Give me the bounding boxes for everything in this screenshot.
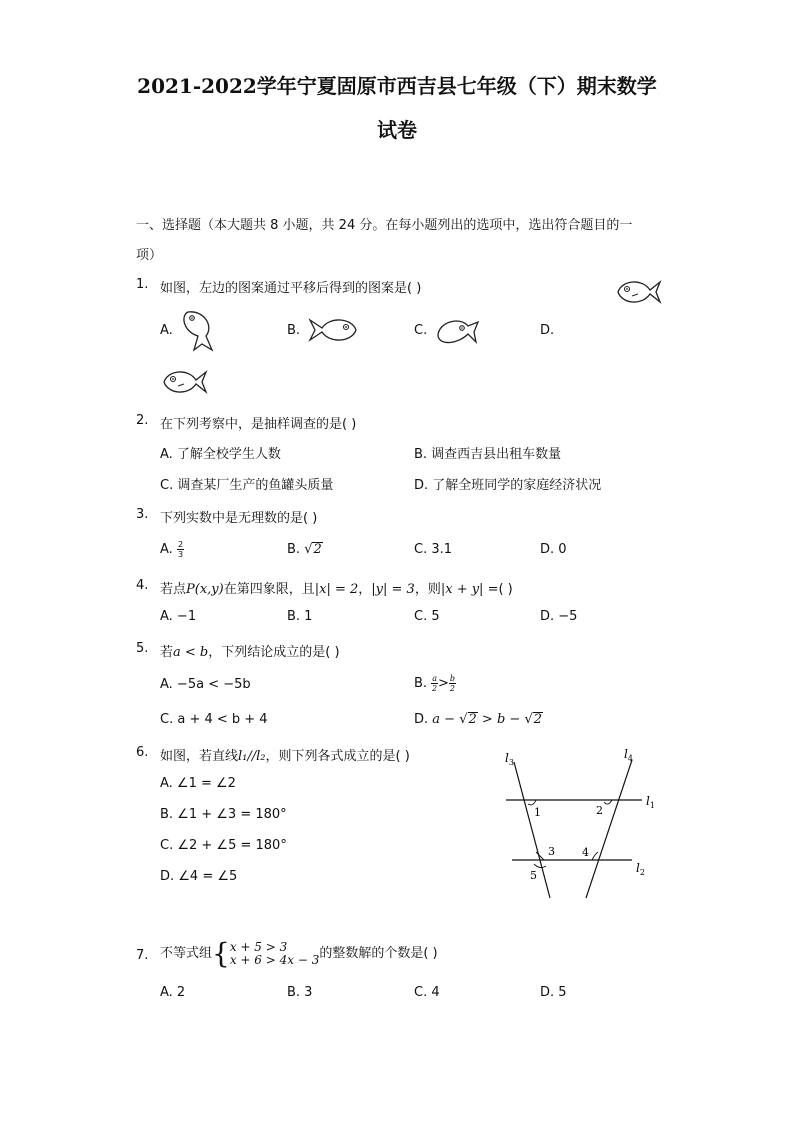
- q3-label-b: B.: [287, 542, 301, 557]
- q3-option-d[interactable]: D. 0: [540, 542, 567, 557]
- section-header: 一、选择题（本大题共 8 小题，共 24 分。在每小题列出的选项中，选出符合题目的一: [136, 218, 633, 233]
- fraction-left: $\frac{a}{2}$: [432, 674, 438, 693]
- q2-option-c[interactable]: C. 调查某厂生产的鱼罐头质量: [160, 478, 334, 493]
- q3-option-a[interactable]: [160, 540, 184, 559]
- q2-option-a[interactable]: A. 了解全校学生人数: [160, 447, 281, 462]
- q7-option-b[interactable]: B. 3: [287, 985, 313, 1000]
- inequality-1: x + 5 > 3: [229, 939, 288, 954]
- q7-number: 7.: [136, 948, 149, 963]
- q4-stem: 若点P(x,y)在第四象限，且|x| = 2，|y| = 3，则|x + y| =( ): [160, 582, 513, 597]
- page-title: 2021-2022学年宁夏固原市西吉县七年级（下）期末数学: [137, 74, 657, 98]
- angle-1-arc: [528, 800, 536, 805]
- q6-stem: 如图，若直线l₁//l₂，则下列各式成立的是( ): [160, 749, 410, 764]
- q1-label-c: C.: [414, 323, 428, 338]
- angle-label-1: 1: [534, 806, 541, 819]
- q6-option-d[interactable]: D. ∠4 = ∠5: [160, 869, 238, 884]
- label-l3: $l_3$: [505, 751, 514, 767]
- q2-option-b[interactable]: B. 调查西吉县出租车数量: [414, 447, 562, 462]
- angle-5-arc: [534, 864, 546, 868]
- fish-option-a-icon[interactable]: [182, 308, 220, 354]
- fraction: $\frac{2}{3}$: [177, 540, 184, 559]
- fish-option-c-icon[interactable]: [434, 314, 480, 346]
- q4-option-a[interactable]: A. −1: [160, 609, 197, 624]
- q7-option-a[interactable]: A. 2: [160, 985, 186, 1000]
- q1-stem: 如图，左边的图案通过平移后得到的图案是( ): [160, 281, 422, 296]
- q6-option-c[interactable]: C. ∠2 + ∠5 = 180°: [160, 838, 287, 853]
- q6-option-a[interactable]: A. ∠1 = ∠2: [160, 776, 236, 791]
- q5-label-b: B.: [414, 676, 428, 691]
- angle-4-arc: [592, 852, 598, 860]
- q5-stem: 若a < b，下列结论成立的是( ): [160, 645, 340, 660]
- q5-option-a[interactable]: A. −5a < −5b: [160, 677, 251, 692]
- q1-label-b: B.: [287, 323, 301, 338]
- parallel-lines-figure: [500, 742, 670, 902]
- q4-option-b[interactable]: B. 1: [287, 609, 313, 624]
- q5-number: 5.: [136, 641, 149, 656]
- angle-label-2: 2: [596, 804, 603, 817]
- q3-option-b[interactable]: B. √2: [287, 542, 322, 557]
- q4-option-d[interactable]: D. −5: [540, 609, 578, 624]
- q3-number: 3.: [136, 507, 149, 522]
- fish-original-icon: [614, 276, 662, 308]
- line-l4: [586, 760, 632, 898]
- label-l4: $l_4$: [624, 747, 633, 763]
- q4-option-c[interactable]: C. 5: [414, 609, 440, 624]
- q1-number: 1.: [136, 277, 149, 292]
- angle-label-3: 3: [548, 845, 555, 858]
- q1-label-a: A.: [160, 323, 173, 338]
- q6-number: 6.: [136, 745, 149, 760]
- q3-label-a: A.: [160, 542, 173, 557]
- fish-option-d-icon[interactable]: [160, 364, 208, 398]
- angle-label-5: 5: [530, 869, 537, 882]
- sqrt-arg: 2: [313, 542, 322, 557]
- label-l1: $l_1$: [646, 794, 655, 810]
- q5-option-b[interactable]: B. $\frac{a}{2}$ > $\frac{b}{2}$: [414, 674, 456, 693]
- page-title-line2: 试卷: [377, 118, 417, 142]
- q4-number: 4.: [136, 578, 149, 593]
- q2-option-d[interactable]: D. 了解全班同学的家庭经济状况: [414, 478, 602, 493]
- angle-label-4: 4: [582, 846, 589, 859]
- q5-label-d: D.: [414, 712, 429, 727]
- q7-option-c[interactable]: C. 4: [414, 985, 440, 1000]
- q7-stem: 不等式组{ x + 5 > 3 x + 6 > 4x − 3 的整数解的个数是( ): [160, 936, 438, 970]
- inequality-2: x + 6 > 4x − 3: [229, 952, 320, 967]
- q3-stem: 下列实数中是无理数的是( ): [160, 511, 318, 526]
- q3-option-c[interactable]: C. 3.1: [414, 542, 453, 557]
- q7-option-d[interactable]: D. 5: [540, 985, 567, 1000]
- q1-label-d: D.: [540, 323, 555, 338]
- section-header-line2: 项）: [136, 248, 163, 263]
- q5-option-c[interactable]: C. a + 4 < b + 4: [160, 712, 268, 727]
- angle-2-arc: [604, 800, 612, 804]
- label-l2: $l_2$: [636, 861, 645, 877]
- q6-option-b[interactable]: B. ∠1 + ∠3 = 180°: [160, 807, 287, 822]
- fraction-right: $\frac{b}{2}$: [449, 674, 456, 693]
- fish-option-b-icon[interactable]: [308, 312, 360, 346]
- q2-number: 2.: [136, 413, 149, 428]
- q5-option-d[interactable]: D. a − √2 > b − √2: [414, 712, 543, 727]
- q2-stem: 在下列考察中，是抽样调查的是( ): [160, 417, 357, 432]
